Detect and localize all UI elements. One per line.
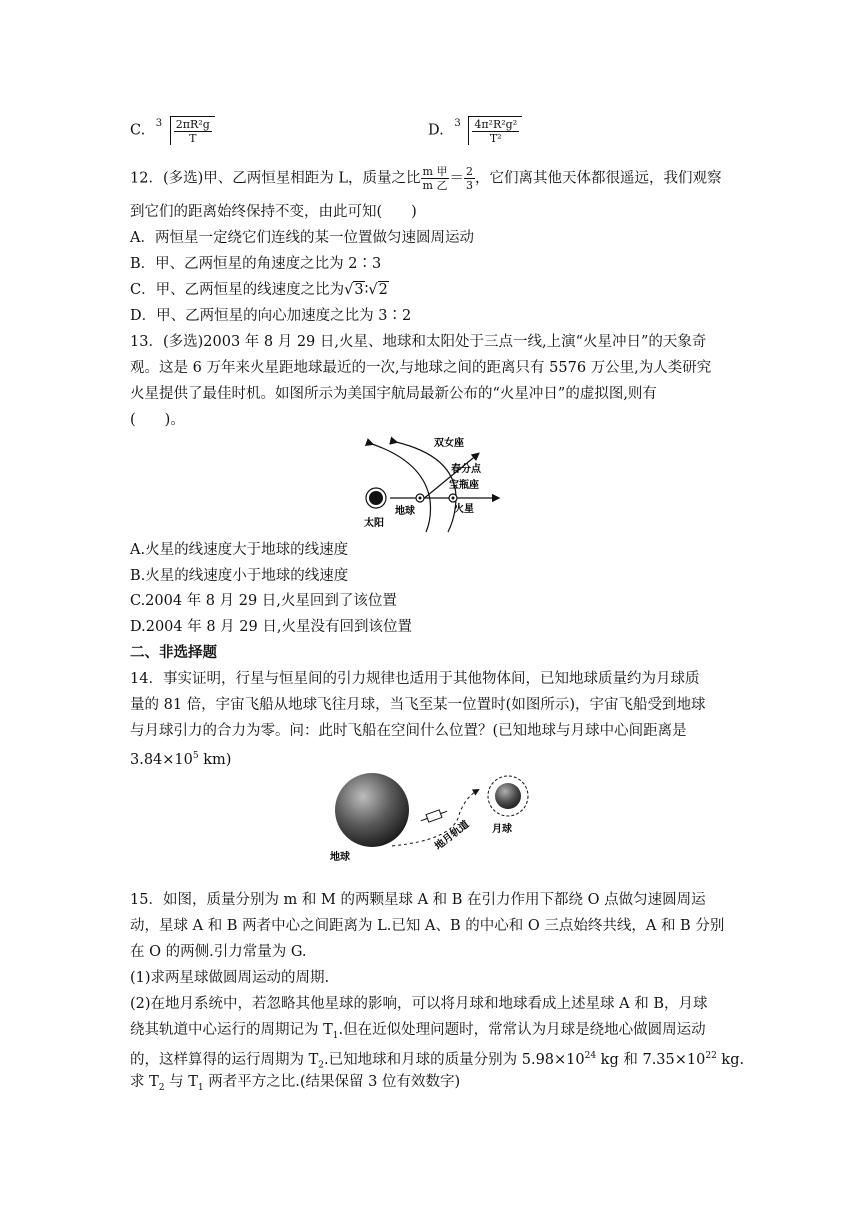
sight-line-to-constellation xyxy=(422,454,478,500)
q12-stem-part-a: 12．(多选)甲、乙两恒星相距为 L，质量之比 xyxy=(130,170,421,187)
subscript: 1 xyxy=(332,1030,339,1041)
q11-c-denominator: T xyxy=(189,132,197,145)
q13-stem-line3: 火星提供了最佳时机。如图所示为美国宇航局最新公布的“火星冲日”的虚拟图,则有 xyxy=(130,386,657,402)
q11-d-numerator: 4π²R²g² xyxy=(474,118,518,131)
q13-option-d: D.2004 年 8 月 29 日,火星没有回到该位置 xyxy=(130,619,412,635)
text: 绕其轨道中心运行的周期记为 T xyxy=(130,1022,333,1038)
ratio-denominator: m 乙 xyxy=(422,179,448,192)
q12-option-c-text: C．甲、乙两恒星的线速度之比为 xyxy=(130,282,345,298)
q13-stem-line1: 13．(多选)2003 年 8 月 29 日,火星、地球和太阳处于三点一线,上演“火星冲日”的天象奇 xyxy=(130,334,707,350)
mars-opposition-figure xyxy=(350,432,510,542)
spacecraft-icon xyxy=(419,807,448,824)
earth-moon-figure xyxy=(330,768,540,866)
label-earth: 地球 xyxy=(395,506,415,517)
q13-stem-line2: 观。这是 6 万年来火星距地球最近的一次,与地球之间的距离只有 5576 万公里,为人类研究 xyxy=(130,360,712,376)
text: 与 T xyxy=(164,1074,198,1090)
label-constellation: 双女座 xyxy=(434,438,464,449)
q13-option-a: A.火星的线速度大于地球的线速度 xyxy=(130,542,349,558)
q11-option-c-label: C. xyxy=(130,122,146,139)
q15-stem-line3: 在 O 的两侧.引力常量为 G. xyxy=(130,944,307,960)
earth-sphere xyxy=(335,773,409,847)
moon-sphere xyxy=(495,783,521,809)
sqrt-3: 3 xyxy=(354,282,364,298)
sun-icon xyxy=(369,491,383,505)
q13-stem-line4: ( )。 xyxy=(130,412,185,428)
q14-stem-line1: 14．事实证明，行星与恒星间的引力规律也适用于其他物体间，已知地球质量约为月球质 xyxy=(130,671,700,687)
text: kg 和 7.35×10 xyxy=(596,1051,706,1068)
q13-option-b: B.火星的线速度小于地球的线速度 xyxy=(130,568,349,584)
value-denominator: 3 xyxy=(465,179,473,192)
root-index: 3 xyxy=(454,118,461,129)
ratio-separator: ∶ xyxy=(364,282,369,298)
subscript: 2 xyxy=(158,1082,165,1093)
q15-part1: (1)求两星球做圆周运动的周期. xyxy=(130,970,330,986)
q12-ratio-value xyxy=(464,165,475,192)
q15-stem-line1: 15．如图，质量分别为 m 和 M 的两颗星球 A 和 B 在引力作用下都绕 O 点做匀速圆周运 xyxy=(130,892,706,908)
q12-option-b: B．甲、乙两恒星的角速度之比为 2∶3 xyxy=(130,256,382,272)
q15-part2-line1: (2)在地月系统中，若忽略其他星球的影响，可以将月球和地球看成上述星球 A 和 B，月球 xyxy=(130,996,708,1012)
text: 求 T xyxy=(130,1074,159,1090)
subscript: 1 xyxy=(197,1082,204,1093)
root-index: 3 xyxy=(155,118,163,129)
q13-option-c: C.2004 年 8 月 29 日,火星回到了该位置 xyxy=(130,593,397,609)
q12-stem-part-b: ，它们离其他天体都很遥远，我们观察 xyxy=(474,170,722,187)
q12-mass-ratio xyxy=(421,165,450,192)
q12-stem-line1: 12．(多选)甲、乙两恒星相距为 L，质量之比 $\frac{\text{m 甲}}{\text{m 乙}}$ ＝ $\frac{2}{3}$ ，它们离其他天体都很遥远，我们观察 xyxy=(130,165,722,192)
section-title: 二、非选择题 xyxy=(130,645,217,661)
q12-option-c: C．甲、乙两恒星的线速度之比为√3∶√2 xyxy=(130,282,388,298)
subscript: 2 xyxy=(318,1060,325,1071)
q11-c-numerator: 2πR²g xyxy=(175,118,210,131)
q11-option-d xyxy=(428,116,522,145)
q11-option-d-label: D. xyxy=(428,122,444,139)
q11-options-row xyxy=(130,116,735,145)
q12-stem-line2: 到它们的距离始终保持不变，由此可知( ) xyxy=(130,204,417,220)
q12-option-d: D．甲、乙两恒星的向心加速度之比为 3∶2 xyxy=(130,308,412,324)
q11-option-c-formula xyxy=(156,116,215,145)
exponent: 22 xyxy=(705,1051,717,1061)
q11-d-denominator: T² xyxy=(489,132,502,145)
label-equinox: 春分点 xyxy=(451,464,481,475)
label-aquarius: 宝瓶座 xyxy=(449,480,479,491)
text: kg. xyxy=(716,1051,745,1068)
label-moon: 月球 xyxy=(492,824,512,835)
q15-stem-line2: 动，星球 A 和 B 两者中心之间距离为 L.已知 A、B 的中心和 O 三点始终共线，A 和 B 分别 xyxy=(130,918,725,934)
q15-part2-line4 xyxy=(130,1070,735,1100)
q11-option-d-formula xyxy=(454,116,522,145)
distance-exponent: 5 xyxy=(192,751,199,761)
text: 的，这样算得的运行周期为 T xyxy=(130,1051,319,1068)
text: 两者平方之比.(结果保留 3 位有效数字) xyxy=(203,1074,461,1090)
value-numerator: 2 xyxy=(465,165,473,178)
sqrt-2: 2 xyxy=(378,282,388,298)
label-earth-moon-orbit: 地月轨道 xyxy=(433,819,472,853)
text: .但在近似处理问题时，常常认为月球是绕地心做圆周运动 xyxy=(338,1022,706,1038)
text: .已知地球和月球的质量分别为 5.98×10 xyxy=(324,1051,585,1068)
label-sun: 太阳 xyxy=(364,518,384,529)
exponent: 24 xyxy=(584,1051,597,1061)
label-mars: 火星 xyxy=(454,504,474,515)
q12-option-a: A．两恒星一定绕它们连线的某一位置做匀速圆周运动 xyxy=(130,230,474,246)
distance-base: 3.84×10 xyxy=(130,751,193,768)
q14-stem-line2: 量的 81 倍，宇宙飞船从地球飞往月球，当飞至某一位置时(如图所示)，宇宙飞船受到地球 xyxy=(130,697,706,713)
distance-unit: km) xyxy=(198,751,232,768)
ratio-numerator: m 甲 xyxy=(422,165,448,178)
label-earth: 地球 xyxy=(330,852,350,863)
q14-stem-line3: 与月球引力的合力为零。问：此时飞船在空间什么位置？(已知地球与月球中心间距离是 xyxy=(130,723,687,739)
